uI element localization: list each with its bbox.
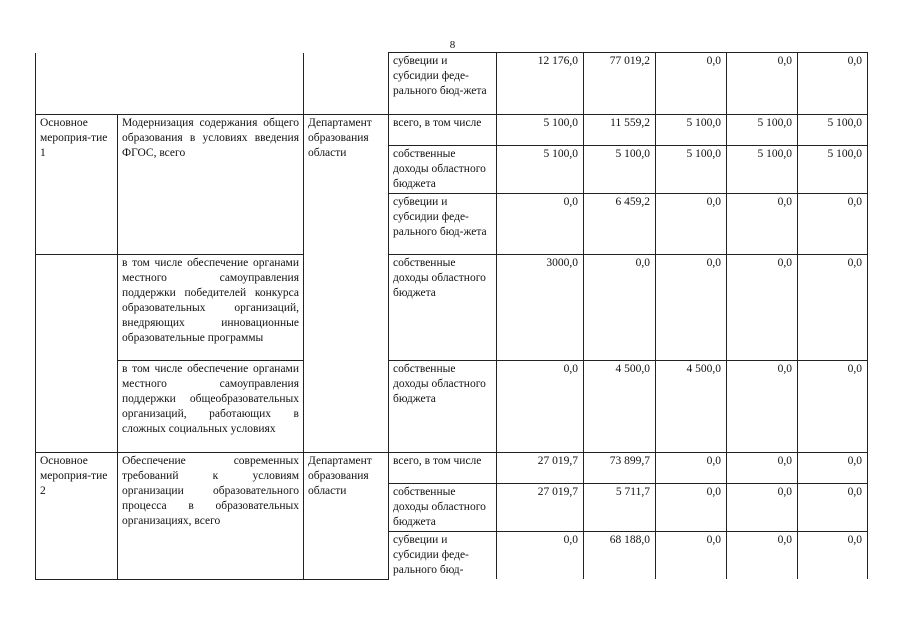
value-cell: 0,0 — [798, 453, 868, 484]
funding-source: всего, в том числе — [389, 453, 497, 484]
value-cell: 0,0 — [656, 532, 727, 580]
value-cell: 0,0 — [584, 255, 656, 361]
value-cell: 5 100,0 — [727, 146, 798, 194]
value-cell: 5 100,0 — [727, 115, 798, 146]
value-cell: 0,0 — [656, 453, 727, 484]
value-cell: 77 019,2 — [584, 53, 656, 115]
value-cell: 6 459,2 — [584, 194, 656, 255]
value-cell: 27 019,7 — [497, 453, 584, 484]
funding-source: всего, в том числе — [389, 115, 497, 146]
table-row — [36, 255, 868, 361]
table-row — [36, 115, 868, 146]
table-row — [36, 453, 868, 484]
value-cell: 0,0 — [798, 532, 868, 580]
value-cell: 0,0 — [497, 194, 584, 255]
value-cell: 0,0 — [798, 361, 868, 453]
activity-name: Основное мероприя-тие 2 — [36, 453, 118, 580]
empty-cell — [304, 53, 389, 115]
value-cell: 3000,0 — [497, 255, 584, 361]
value-cell: 5 100,0 — [798, 115, 868, 146]
funding-source: субвеции и субсидии феде-рального бюд- — [389, 532, 497, 580]
budget-table — [35, 52, 868, 580]
value-cell: 0,0 — [727, 194, 798, 255]
value-cell: 0,0 — [798, 255, 868, 361]
value-cell: 4 500,0 — [656, 361, 727, 453]
value-cell: 4 500,0 — [584, 361, 656, 453]
value-cell: 12 176,0 — [497, 53, 584, 115]
value-cell: 0,0 — [656, 194, 727, 255]
value-cell: 0,0 — [497, 532, 584, 580]
activity-name: Основное мероприя-тие 1 — [36, 115, 118, 255]
value-cell: 5 100,0 — [798, 146, 868, 194]
table-row — [36, 53, 868, 115]
table-row — [36, 361, 868, 453]
value-cell: 0,0 — [727, 361, 798, 453]
value-cell: 68 188,0 — [584, 532, 656, 580]
value-cell: 0,0 — [798, 484, 868, 532]
value-cell: 5 100,0 — [497, 146, 584, 194]
executor: Департамент образования области — [304, 115, 389, 453]
funding-source: собственные доходы областного бюджета — [389, 361, 497, 453]
value-cell: 0,0 — [727, 532, 798, 580]
value-cell: 73 899,7 — [584, 453, 656, 484]
funding-source: субвеции и субсидии феде-рального бюд-жета — [389, 194, 497, 255]
funding-source: собственные доходы областного бюджета — [389, 146, 497, 194]
value-cell: 0,0 — [656, 484, 727, 532]
executor: Департамент образования области — [304, 453, 389, 580]
funding-source: собственные доходы областного бюджета — [389, 255, 497, 361]
activity-description: Обеспечение современных требований к условиям организации образовательного процесса в образовательных организациях, всего — [118, 453, 304, 580]
value-cell: 27 019,7 — [497, 484, 584, 532]
page-number: 8 — [449, 39, 456, 51]
value-cell: 0,0 — [798, 53, 868, 115]
subactivity-description: в том числе обеспечение органами местного самоуправления поддержки общеобразовательных организаций, работающих в сложных социальных условиях — [118, 361, 304, 453]
value-cell: 5 100,0 — [584, 146, 656, 194]
value-cell: 0,0 — [727, 53, 798, 115]
value-cell: 0,0 — [798, 194, 868, 255]
value-cell: 0,0 — [727, 255, 798, 361]
empty-cell — [36, 53, 304, 115]
value-cell: 5 100,0 — [656, 115, 727, 146]
value-cell: 0,0 — [656, 53, 727, 115]
value-cell: 0,0 — [656, 255, 727, 361]
empty-cell — [36, 255, 118, 453]
value-cell: 11 559,2 — [584, 115, 656, 146]
value-cell: 5 711,7 — [584, 484, 656, 532]
value-cell: 0,0 — [497, 361, 584, 453]
value-cell: 0,0 — [727, 453, 798, 484]
value-cell: 5 100,0 — [656, 146, 727, 194]
value-cell: 0,0 — [727, 484, 798, 532]
funding-source: субвеции и субсидии феде-рального бюд-жета — [389, 53, 497, 115]
subactivity-description: в том числе обеспечение органами местного самоуправления поддержки победителей конкурса образовательных организаций, внедряющих инновационные образовательные программы — [118, 255, 304, 361]
value-cell: 5 100,0 — [497, 115, 584, 146]
funding-source: собственные доходы областного бюджета — [389, 484, 497, 532]
activity-description: Модернизация содержания общего образования в условиях введения ФГОС, всего — [118, 115, 304, 255]
